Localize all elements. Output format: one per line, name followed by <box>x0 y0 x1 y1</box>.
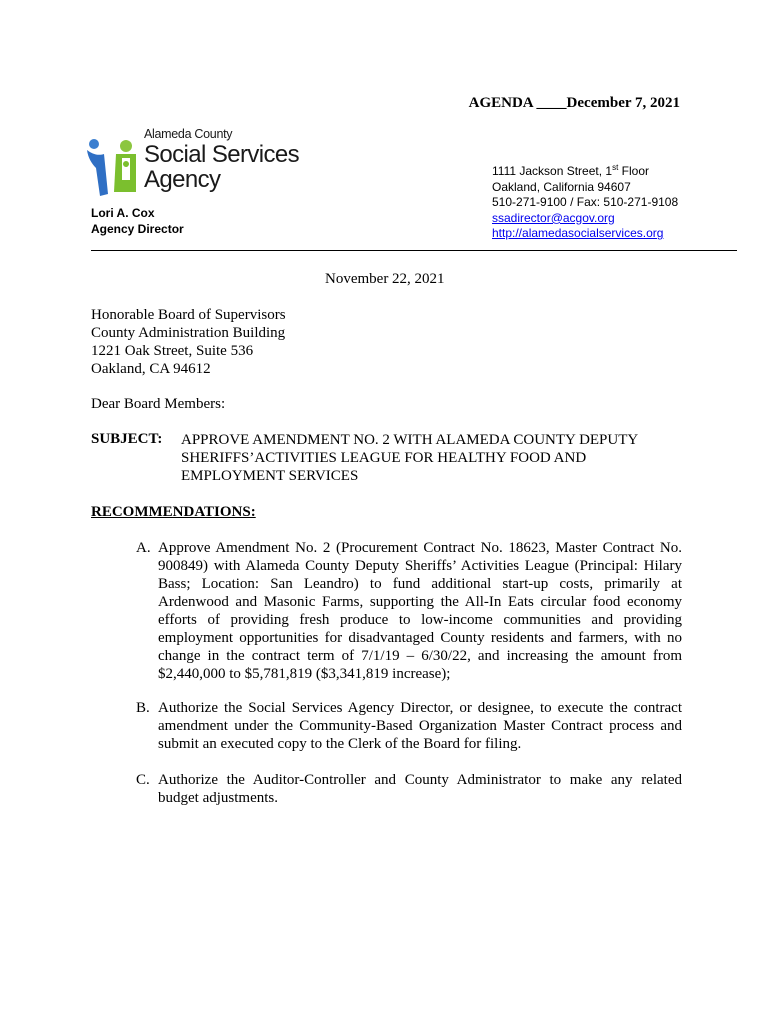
salutation: Dear Board Members: <box>91 396 226 412</box>
recommendation-item <box>136 699 682 753</box>
agency-logo <box>86 126 306 198</box>
recommendation-item <box>136 539 682 683</box>
email-link[interactable]: ssadirector@acgov.org <box>492 210 615 225</box>
website-link[interactable]: http://alamedasocialservices.org <box>492 226 664 241</box>
subject-label: SUBJECT: <box>91 431 163 447</box>
recommendation-text: Approve Amendment No. 2 (Procurement Contract No. 18623, Master Contract No. 900849) with Alameda County Deputy Sheriffs’ Activities League (Principal: Hilary Bass; Location: San Leandro) to fund additional start-up costs, primarily at Ardenwood and Masonic Farms, supporting the All-In Eats circular food economy efforts of providing fresh produce to low-income communities and providing employment opportunities for disadvantaged County residents and farmers, with no change in the contract term of 7/1/19 – 6/30/22, and increasing the amount from $2,440,000 to $5,781,819 ($3,341,819 increase); <box>158 540 682 682</box>
director-block <box>91 206 184 237</box>
addressee-line: Oakland, CA 94612 <box>91 361 211 377</box>
director-title: Agency Director <box>91 221 184 236</box>
director-name: Lori A. Cox <box>91 206 155 220</box>
subject-line: EMPLOYMENT SERVICES <box>181 468 359 484</box>
addressee-line: County Administration Building <box>91 325 286 341</box>
addressee-line: 1221 Oak Street, Suite 536 <box>91 343 254 359</box>
recommendation-letter: C. <box>136 772 150 788</box>
recommendation-letter: A. <box>136 540 151 556</box>
addressee-line: Honorable Board of Supervisors <box>91 307 286 323</box>
recommendation-item <box>136 771 682 807</box>
recommendations-heading: RECOMMENDATIONS: <box>91 504 256 520</box>
logo-county-text: Alameda County <box>144 127 233 141</box>
addressee-block <box>91 306 286 378</box>
recommendation-text: Authorize the Social Services Agency Director, or designee, to execute the contract amendment under the Community-Based Organization Master Contract process and submit an executed copy to the Clerk of the Board for filing. <box>158 700 682 752</box>
people-logo-icon <box>86 134 142 200</box>
logo-line1-text: Social Services <box>144 141 300 168</box>
subject-line: SHERIFFS’ACTIVITIES LEAGUE FOR HEALTHY FOOD AND <box>181 450 587 466</box>
address-street: 1111 Jackson Street, 1st Floor <box>492 163 649 178</box>
agenda-line: AGENDA ____December 7, 2021 <box>468 95 680 111</box>
letter-date: November 22, 2021 <box>325 271 445 287</box>
address-city: Oakland, California 94607 <box>492 179 631 194</box>
header-divider <box>91 250 737 251</box>
recommendation-text: Authorize the Auditor-Controller and County Administrator to make any related budget adjustments. <box>158 772 682 806</box>
subject-text <box>181 431 661 485</box>
logo-line2-text: Agency <box>144 166 221 193</box>
agency-address-block <box>492 164 678 242</box>
subject-line: APPROVE AMENDMENT NO. 2 WITH ALAMEDA COUNTY DEPUTY <box>181 432 639 448</box>
recommendation-letter: B. <box>136 700 150 716</box>
address-phone: 510-271-9100 / Fax: 510-271-9108 <box>492 195 679 210</box>
